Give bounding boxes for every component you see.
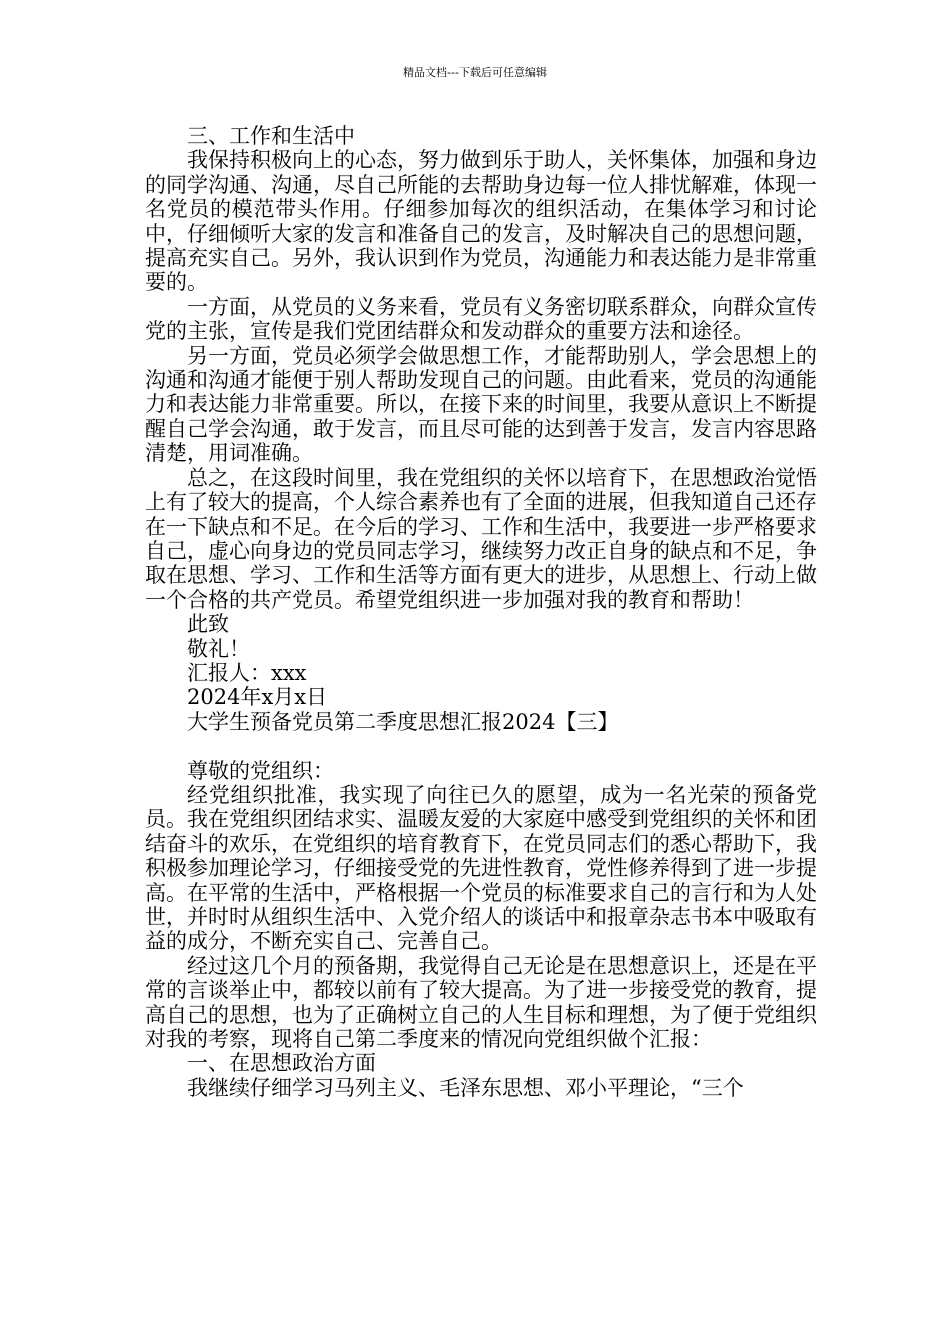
section-title: 大学生预备党员第二季度思想汇报2024【三】 [187,709,619,734]
paragraph: 总之，在这段时间里，我在党组织的关怀以培育下，在思想政治觉悟上有了较大的提高，个人综合素养也有了全面的进展，但我知道自己还存在一下缺点和不足。在今后的学习、工作和生活中，我要进一步严格要求自己，虚心向身边的党员同志学习，继续努力改正自身的缺点和不足，争取在思想、学习、工作和生活等方面有更大的进步，从思想上、行动上做一个合格的共产党员。希望党组织进一步加强对我的教育和帮助！ [145,465,817,612]
report-date: 2024年x月x日 [187,685,328,710]
page-header: 精品文档---下载后可任意编辑 [403,66,547,79]
paragraph: 我继续仔细学习马列主义、毛泽东思想、邓小平理论，“三个 [187,1075,744,1100]
reporter-signature: 汇报人：xxx [187,660,307,685]
section-heading: 一、在思想政治方面 [187,1051,376,1076]
paragraph: 我保持积极向上的心态，努力做到乐于助人，关怀集体，加强和身边的同学沟通、沟通，尽自己所能的去帮助身边每一位人排忧解难，体现一名党员的模范带头作用。仔细参加每次的组织活动，在集体学习和讨论中，仔细倾听大家的发言和准备自己的发言，及时解决自己的思想问题，提高充实自己。另外，我认识到作为党员，沟通能力和表达能力是非常重要的。 [145,148,817,295]
paragraph: 另一方面，党员必须学会做思想工作，才能帮助别人，学会思想上的沟通和沟通才能便于别人帮助发现自己的问题。由此看来，党员的沟通能力和表达能力非常重要。所以，在接下来的时间里，我要从意识上不断提醒自己学会沟通，敢于发言，而且尽可能的达到善于发言，发言内容思路清楚，用词准确。 [145,343,817,466]
closing-regards: 敬礼！ [187,636,250,661]
closing-salutation: 此致 [187,612,229,637]
paragraph: 经过这几个月的预备期，我觉得自己无论是在思想意识上，还是在平常的言谈举止中，都较以前有了较大提高。为了进一步接受党的教育，提高自己的思想，也为了正确树立自己的人生目标和理想，为了便于党组织对我的考察，现将自己第二季度来的情况向党组织做个汇报： [145,953,817,1052]
paragraph: 经党组织批准，我实现了向往已久的愿望，成为一名光荣的预备党员。我在党组织团结求实、温暖友爱的大家庭中感受到党组织的关怀和团结奋斗的欢乐，在党组织的培育教育下，在党员同志们的悉心帮助下，我积极参加理论学习，仔细接受党的先进性教育，党性修养得到了进一步提高。在平常的生活中，严格根据一个党员的标准要求自己的言行和为人处世，并时时从组织生活中、入党介绍人的谈话中和报章杂志书本中吸取有益的成分，不断充实自己、完善自己。 [145,782,817,954]
section-heading: 三、工作和生活中 [187,124,355,148]
blank-line [145,734,817,758]
salutation: 尊敬的党组织： [187,758,334,783]
paragraph: 一方面，从党员的义务来看，党员有义务密切联系群众，向群众宣传党的主张，宣传是我们党团结群众和发动群众的重要方法和途径。 [145,294,817,344]
document-body [145,124,817,1100]
